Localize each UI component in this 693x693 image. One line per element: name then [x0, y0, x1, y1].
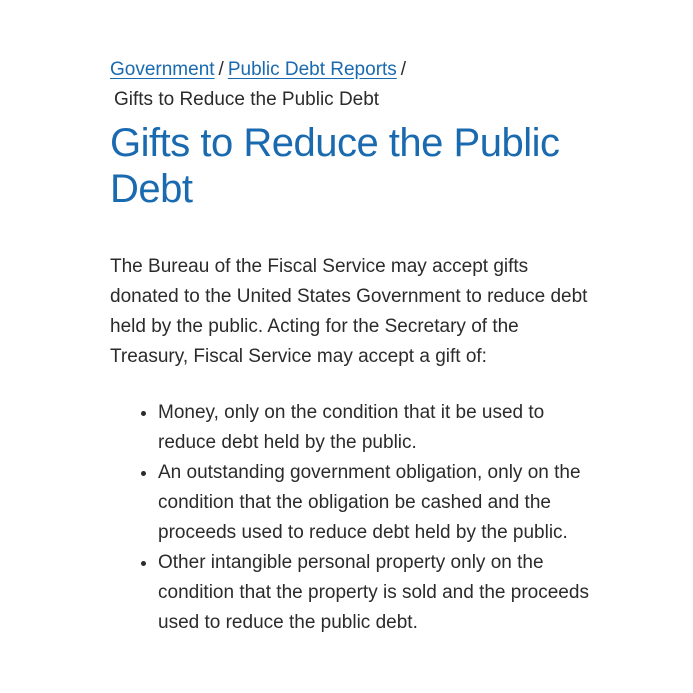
list-item: • An outstanding government obligation, only on the condition that the obligation be cashed and the proceeds used to reduce debt held by the public. — [158, 458, 593, 548]
breadcrumb — [110, 56, 593, 114]
breadcrumb-link-public-debt-reports[interactable]: Public Debt Reports — [227, 59, 397, 80]
list-item: • Money, only on the condition that it be used to reduce debt held by the public. — [158, 398, 593, 458]
page-title: Gifts to Reduce the Public Debt — [110, 121, 560, 211]
breadcrumb-separator: / — [218, 59, 224, 80]
intro-paragraph: The Bureau of the Fiscal Service may accept gifts donated to the United States Government to reduce debt held by the public. Acting for the Secretary of the Treasury, Fiscal Service may accept a gift of: — [110, 256, 588, 367]
list-item: • Other intangible personal property only on the condition that the property is sold and the proceeds used to reduce the public debt. — [158, 548, 593, 638]
breadcrumb-link-government[interactable]: Government — [110, 59, 215, 80]
breadcrumb-current: Gifts to Reduce the Public Debt — [114, 89, 380, 110]
gift-list — [110, 398, 593, 638]
breadcrumb-separator: / — [400, 59, 407, 80]
